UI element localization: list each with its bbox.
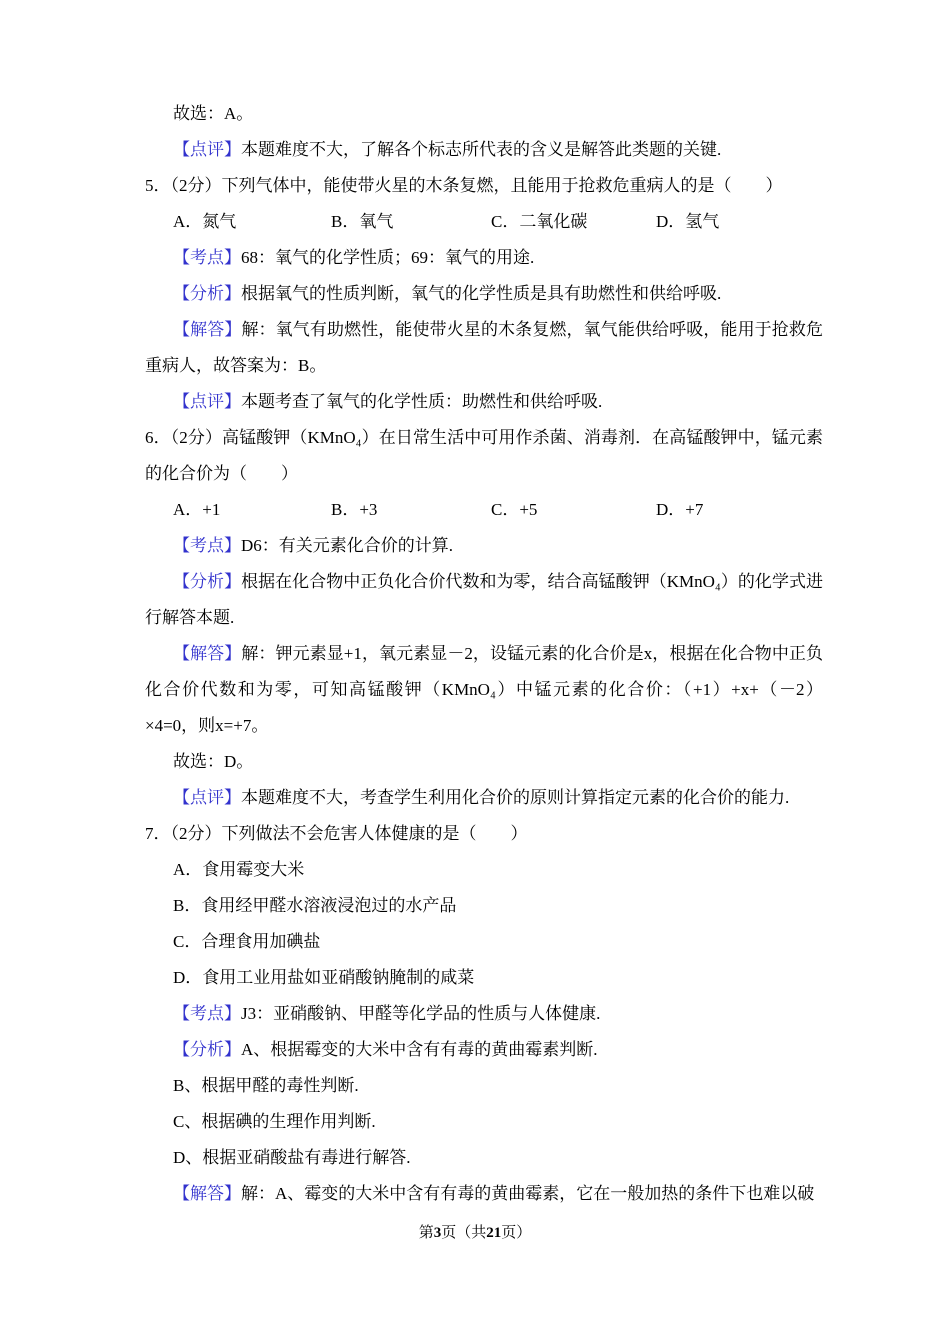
- option-b: B．氧气: [331, 212, 394, 231]
- section-tag-fenxi: 【分析】: [173, 1040, 241, 1059]
- paragraph-text: D、根据亚硝酸盐有毒进行解答.: [173, 1148, 411, 1167]
- paragraph-text: 根据在化合物中正负化合价代数和为零，结合高锰酸钾（KMnO₄）的化学式进行解答本题.: [145, 572, 823, 627]
- option-a: A．氮气: [173, 212, 237, 231]
- footer-prefix: 第: [418, 1225, 434, 1241]
- question-text: 5．（2分）下列气体中，能使带火星的木条复燃，且能用于抢救危重病人的是（ ）: [145, 176, 783, 195]
- option-text: C．合理食用加碘盐: [173, 932, 321, 951]
- footer-infix: 页（共: [441, 1225, 487, 1241]
- section-tag-kaodian: 【考点】: [173, 536, 241, 555]
- section-tag-jieda: 【解答】: [173, 1184, 241, 1203]
- paragraph-text: 解：氧气有助燃性，能使带火星的木条复燃，氧气能供给呼吸，能用于抢救危重病人，故答案为：B。: [145, 320, 824, 375]
- question-7-option-a: [145, 852, 823, 888]
- option-c: C．二氧化碳: [491, 212, 588, 231]
- analysis-paragraph: [145, 276, 823, 312]
- comment-paragraph: [145, 780, 823, 816]
- answer-conclusion-line: [145, 744, 823, 780]
- paragraph-text: 解：钾元素显+1，氧元素显－2，设锰元素的化合价是x，根据在化合物中正负化合价代数和为零，可知高锰酸钾（KMnO₄）中锰元素的化合价：（+1）+x+（－2）×4=0，则x=+7。: [145, 644, 824, 735]
- paragraph-text: C、根据碘的生理作用判断.: [173, 1112, 376, 1131]
- question-7-text: [145, 816, 823, 852]
- section-tag-fenxi: 【分析】: [173, 572, 242, 591]
- paragraph-text: 68：氧气的化学性质；69：氧气的用途.: [241, 248, 535, 267]
- solution-paragraph: [145, 312, 823, 384]
- paragraph-text: 本题考查了氧气的化学性质：助燃性和供给呼吸.: [241, 392, 603, 411]
- paragraph-text: 解：A、霉变的大米中含有有毒的黄曲霉素，它在一般加热的条件下也难以破: [241, 1184, 815, 1203]
- question-7-option-b: [145, 888, 823, 924]
- option-text: B．食用经甲醛水溶液浸泡过的水产品: [173, 896, 457, 915]
- footer-suffix: 页）: [501, 1225, 532, 1241]
- question-7-option-c: [145, 924, 823, 960]
- analysis-item-c: [145, 1104, 823, 1140]
- paragraph-text: 根据氧气的性质判断，氧气的化学性质是具有助燃性和供给呼吸.: [241, 284, 722, 303]
- section-tag-dianping: 【点评】: [173, 392, 241, 411]
- knowledge-point-paragraph: [145, 240, 823, 276]
- paragraph-text: 故选：D。: [173, 752, 254, 771]
- paragraph-text: B、根据甲醛的毒性判断.: [173, 1076, 359, 1095]
- question-7-option-d: [145, 960, 823, 996]
- section-tag-jieda: 【解答】: [173, 320, 242, 339]
- paragraph-text: 本题难度不大，了解各个标志所代表的含义是解答此类题的关键.: [241, 140, 722, 159]
- question-6-text: [145, 420, 823, 492]
- section-tag-jieda: 【解答】: [173, 644, 242, 663]
- question-text: 7．（2分）下列做法不会危害人体健康的是（ ）: [145, 824, 528, 843]
- paragraph-text: 故选：A。: [173, 104, 254, 123]
- paragraph-text: 本题难度不大，考查学生利用化合价的原则计算指定元素的化合价的能力.: [241, 788, 790, 807]
- option-d: D．+7: [656, 500, 704, 519]
- knowledge-point-paragraph: [145, 528, 823, 564]
- solution-paragraph: [145, 1176, 823, 1212]
- paragraph-text: D6：有关元素化合价的计算.: [241, 536, 454, 555]
- option-c: C．+5: [491, 500, 538, 519]
- analysis-item-b: [145, 1068, 823, 1104]
- knowledge-point-paragraph: [145, 996, 823, 1032]
- section-tag-kaodian: 【考点】: [173, 248, 241, 267]
- analysis-item-d: [145, 1140, 823, 1176]
- page-content: [145, 96, 823, 1212]
- answer-conclusion-line: [145, 96, 823, 132]
- comment-paragraph: [145, 384, 823, 420]
- question-text: 6．（2分）高锰酸钾（KMnO₄）在日常生活中可用作杀菌、消毒剂．在高锰酸钾中，锰元素的化合价为（ ）: [145, 428, 823, 483]
- section-tag-dianping: 【点评】: [173, 788, 241, 807]
- analysis-paragraph: [145, 564, 823, 636]
- section-tag-dianping: 【点评】: [173, 140, 241, 159]
- paragraph-text: J3：亚硝酸钠、甲醛等化学品的性质与人体健康.: [241, 1004, 601, 1023]
- page-footer: [0, 1222, 950, 1244]
- option-a: A．+1: [173, 500, 221, 519]
- section-tag-kaodian: 【考点】: [173, 1004, 241, 1023]
- option-d: D．氢气: [656, 212, 720, 231]
- option-text: A．食用霉变大米: [173, 860, 305, 879]
- solution-paragraph: [145, 636, 823, 744]
- section-tag-fenxi: 【分析】: [173, 284, 241, 303]
- question-5-text: [145, 168, 823, 204]
- option-text: D．食用工业用盐如亚硝酸钠腌制的咸菜: [173, 968, 475, 987]
- option-b: B．+3: [331, 500, 378, 519]
- comment-paragraph: [145, 132, 823, 168]
- question-6-options-row: [145, 492, 823, 528]
- footer-page-number: 3: [433, 1225, 442, 1241]
- question-5-options-row: [145, 204, 823, 240]
- paragraph-text: A、根据霉变的大米中含有有毒的黄曲霉素判断.: [241, 1040, 598, 1059]
- analysis-paragraph: [145, 1032, 823, 1068]
- footer-total-pages: 21: [486, 1225, 502, 1241]
